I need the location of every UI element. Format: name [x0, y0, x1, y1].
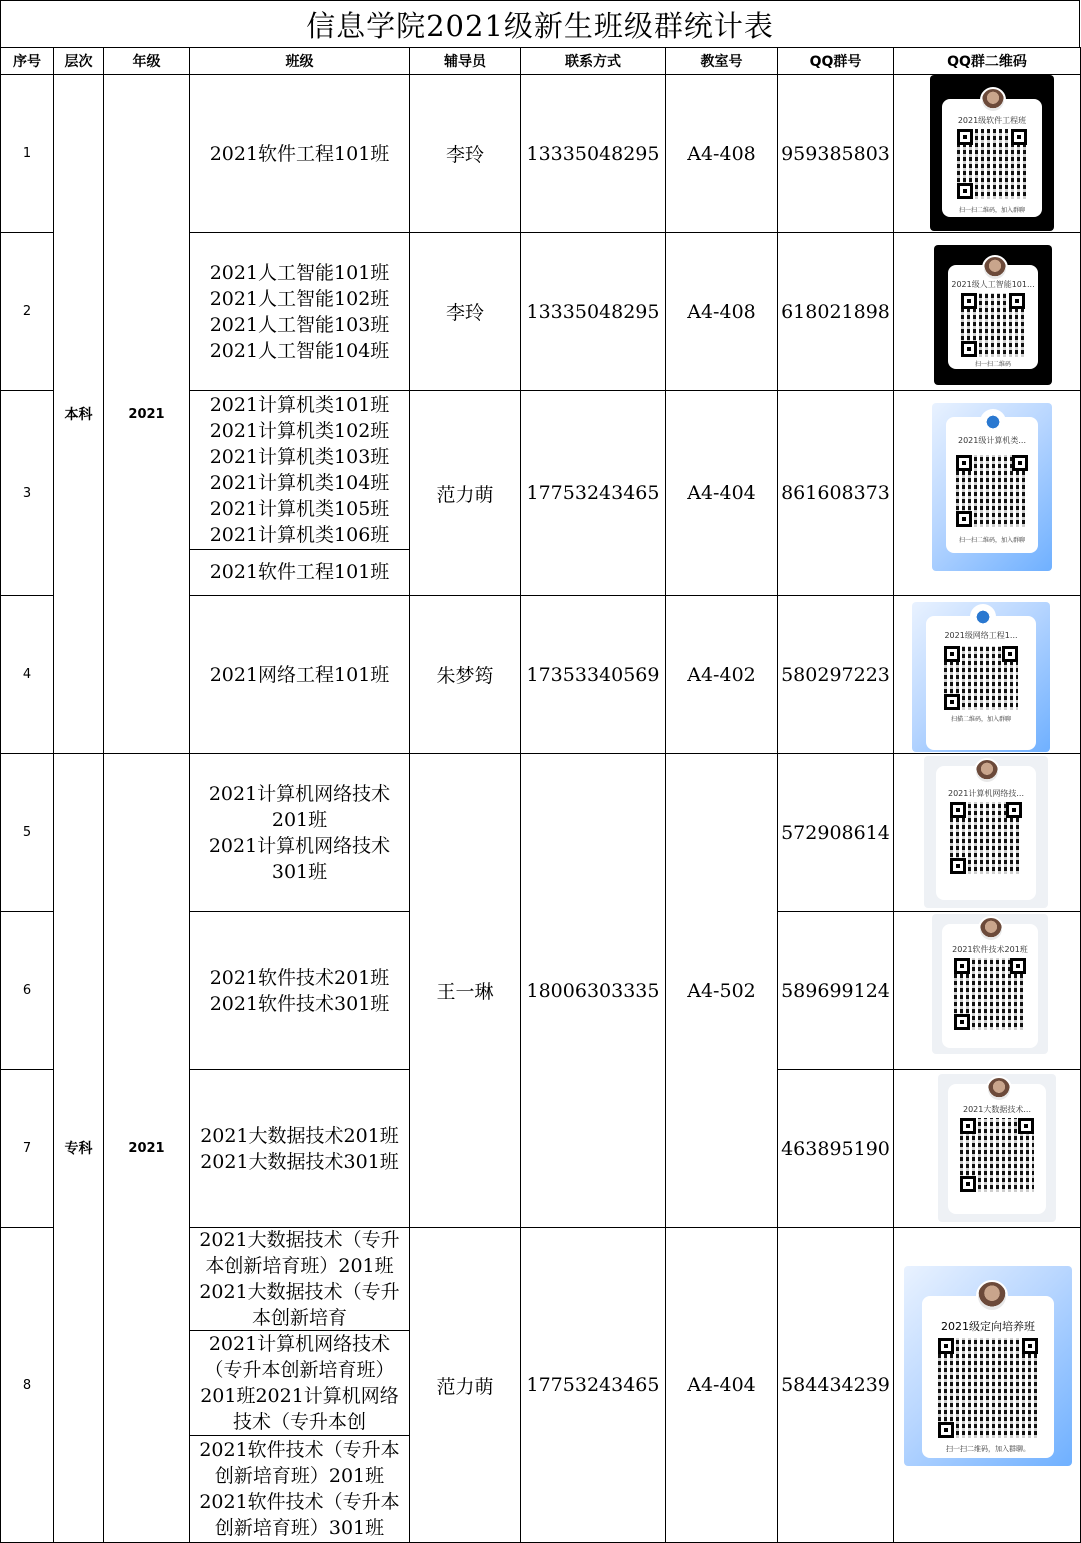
room-cell: A4-408 — [666, 75, 778, 233]
class-name: 2021软件技术201班 — [209, 966, 390, 989]
header-room: 教室号 — [666, 48, 778, 75]
room-cell: A4-402 — [666, 596, 778, 754]
qr-group-label: 2021软件技术201班 — [952, 945, 1028, 954]
class-name: 2021计算机类104班 — [209, 472, 390, 494]
class-name: 2021计算机类103班 — [209, 446, 390, 468]
row-index: 6 — [1, 912, 54, 1070]
row-index: 4 — [1, 596, 54, 754]
header-counselor: 辅导员 — [410, 48, 521, 75]
row-index: 1 — [1, 75, 54, 233]
class-name: 2021计算机网络技术 — [208, 834, 391, 857]
row-index: 3 — [1, 391, 54, 596]
qq-number-cell: 589699124 — [778, 912, 894, 1070]
year-cell: 2021 — [104, 75, 190, 754]
class-name: 2021大数据技术301班 — [200, 1150, 399, 1173]
class-cell — [190, 912, 410, 1070]
qr-code-image — [934, 245, 1052, 385]
class-cell — [190, 754, 410, 912]
class-cell — [190, 391, 410, 596]
phone-cell: 17353340569 — [521, 596, 666, 754]
counselor-cell: 朱梦筠 — [410, 596, 521, 754]
phone-cell: 13335048295 — [521, 75, 666, 233]
class-cell — [190, 233, 410, 391]
class-name: 2021软件工程101班 — [209, 142, 390, 165]
class-name: 2021人工智能104班 — [209, 339, 390, 362]
qr-code-image — [904, 1266, 1072, 1466]
counselor-cell: 王一琳 — [410, 754, 521, 1228]
header-contact: 联系方式 — [521, 48, 666, 75]
class-name: 2021人工智能101班 — [209, 261, 390, 284]
class-name: 2021人工智能103班 — [209, 313, 390, 336]
counselor-cell: 范力萌 — [410, 391, 521, 596]
counselor-cell: 李玲 — [410, 75, 521, 233]
header-class: 班级 — [190, 48, 410, 75]
row-index: 7 — [1, 1070, 54, 1228]
qr-code-image — [912, 602, 1050, 752]
class-name: 2021计算机类106班 — [209, 524, 390, 546]
qq-number-cell: 618021898 — [778, 233, 894, 391]
header-row — [1, 48, 1081, 75]
class-name: 2021软件工程101班 — [190, 549, 409, 595]
class-block: 2021大数据技术（专升本创新培育班）201班 2021大数据技术（专升本创新培育 — [199, 1229, 413, 1329]
qr-caption: 扫一扫二维码，加入群聊。 — [946, 1445, 1030, 1453]
header-index: 序号 — [1, 48, 54, 75]
qq-number-cell: 584434239 — [778, 1228, 894, 1543]
qr-group-label: 2021计算机网络技... — [948, 789, 1024, 798]
counselor-cell: 李玲 — [410, 233, 521, 391]
room-cell: A4-404 — [666, 391, 778, 596]
class-name: 2021软件技术301班 — [209, 992, 390, 1015]
phone-cell: 18006303335 — [521, 754, 666, 1228]
qq-number-cell: 572908614 — [778, 754, 894, 912]
table-row — [1, 754, 1081, 912]
qr-cell — [894, 391, 1081, 596]
qr-caption: 扫一扫二维码，加入群聊 — [958, 207, 1025, 214]
class-block: 2021计算机网络技术（专升本创新培育班）201班2021计算机网络技术（专升本创 — [190, 1330, 409, 1435]
counselor-cell: 范力萌 — [410, 1228, 521, 1543]
qr-group-label: 2021级人工智能101... — [951, 280, 1035, 289]
qq-number-cell: 959385803 — [778, 75, 894, 233]
header-year: 年级 — [104, 48, 190, 75]
qr-caption: 扫描二维码，加入群聊 — [950, 716, 1011, 723]
qr-cell — [894, 75, 1081, 233]
qr-cell — [894, 233, 1081, 391]
phone-cell: 13335048295 — [521, 233, 666, 391]
qr-code-image — [932, 914, 1048, 1054]
qr-group-label: 2021级计算机类... — [958, 436, 1026, 445]
class-name: 2021计算机类102班 — [209, 420, 390, 442]
qr-cell — [894, 596, 1081, 754]
qr-group-label: 2021级定向培养班 — [941, 1320, 1035, 1333]
row-index: 2 — [1, 233, 54, 391]
class-cell — [190, 1070, 410, 1228]
phone-cell: 17753243465 — [521, 391, 666, 596]
class-name: 2021计算机类101班 — [209, 394, 390, 416]
class-name: 2021人工智能102班 — [209, 287, 390, 310]
year-cell: 2021 — [104, 754, 190, 1543]
class-name: 2021网络工程101班 — [209, 663, 390, 686]
room-cell: A4-502 — [666, 754, 778, 1228]
class-group-table — [0, 47, 1081, 1543]
header-qr-code: QQ群二维码 — [894, 48, 1081, 75]
header-qq-group: QQ群号 — [778, 48, 894, 75]
room-cell: A4-404 — [666, 1228, 778, 1543]
room-cell: A4-408 — [666, 233, 778, 391]
qr-cell — [894, 1228, 1081, 1543]
row-index: 5 — [1, 754, 54, 912]
qr-code-image — [930, 75, 1054, 231]
class-block: 2021软件技术（专升本创新培育班）201班 2021软件技术（专升本创新培育班）301班 — [190, 1435, 409, 1542]
header-level: 层次 — [54, 48, 104, 75]
qr-cell — [894, 754, 1081, 912]
phone-cell: 17753243465 — [521, 1228, 666, 1543]
class-name: 201班 — [271, 808, 328, 831]
qr-group-label: 2021级软件工程班 — [957, 116, 1027, 125]
qr-cell — [894, 912, 1081, 1070]
table-row — [1, 75, 1081, 233]
class-name: 2021计算机类105班 — [209, 498, 390, 520]
row-index: 8 — [1, 1228, 54, 1543]
qr-code-image — [932, 403, 1052, 571]
qr-caption: 扫一扫二维码 — [974, 361, 1011, 368]
qr-code-image — [938, 1074, 1056, 1222]
qq-number-cell: 580297223 — [778, 596, 894, 754]
qr-group-label: 2021级网络工程1... — [944, 631, 1018, 640]
class-cell — [190, 75, 410, 233]
qr-code-image — [924, 756, 1048, 908]
qr-caption: 扫一扫二维码，加入群聊 — [958, 537, 1025, 544]
class-name: 2021大数据技术201班 — [200, 1124, 399, 1147]
qq-number-cell: 463895190 — [778, 1070, 894, 1228]
class-name: 2021计算机网络技术 — [208, 782, 391, 805]
qr-group-label: 2021大数据技术... — [963, 1105, 1031, 1114]
level-cell: 专科 — [54, 754, 104, 1543]
qq-number-cell: 861608373 — [778, 391, 894, 596]
qr-cell — [894, 1070, 1081, 1228]
class-cell — [190, 596, 410, 754]
class-name: 301班 — [271, 860, 328, 883]
page-title: 信息学院2021级新生班级群统计表 — [0, 0, 1080, 48]
class-cell — [190, 1228, 413, 1543]
level-cell: 本科 — [54, 75, 104, 754]
